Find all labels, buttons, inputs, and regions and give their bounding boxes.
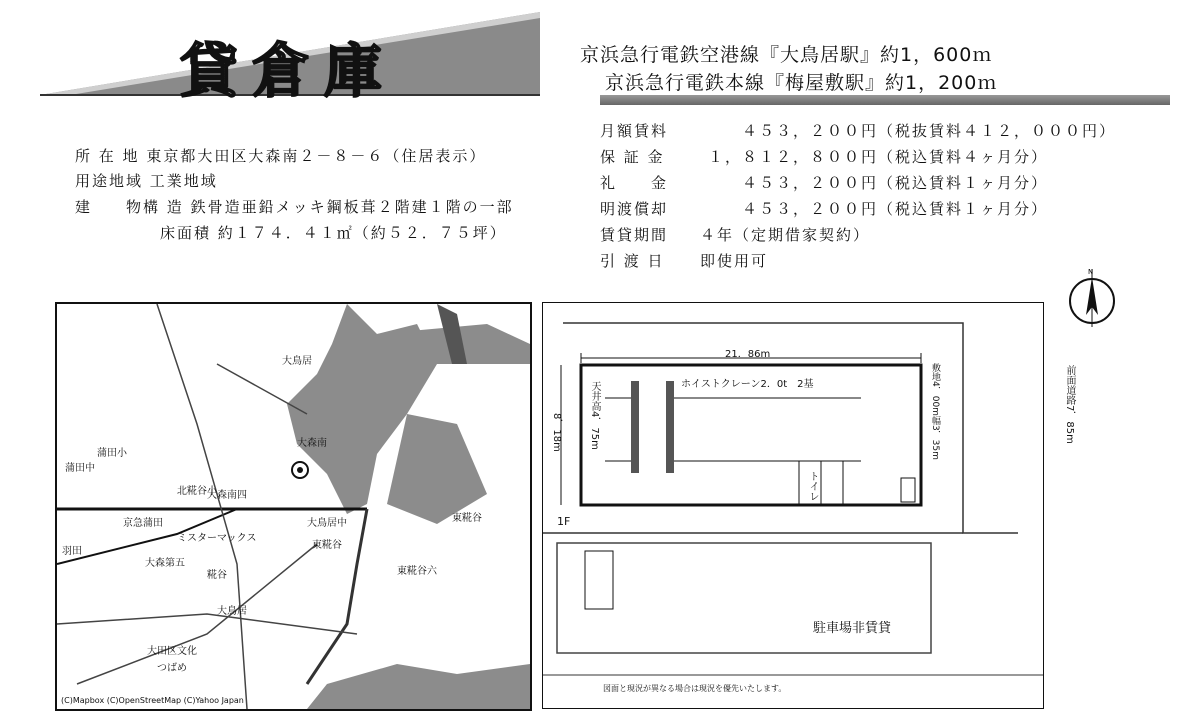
area-row (160, 222, 507, 243)
map-label: 大田区文化 (147, 646, 197, 657)
zoning-row (75, 170, 218, 191)
amortization-label: 明渡償却 (600, 200, 669, 218)
location-label: 所 在 地 (75, 147, 140, 165)
map-label: 蒲田小 (97, 448, 127, 459)
structure-label: 建 物構 造 (75, 198, 184, 216)
page-title: 貸倉庫 (180, 37, 397, 105)
floor-plan-drawing (543, 303, 1043, 708)
plan-note: 図面と現況が異なる場合は現況を優先いたします。 (603, 684, 787, 693)
side-lot-label: 敷地4．00m幅3．35m (930, 363, 940, 460)
map-label: 東糀谷 (312, 540, 342, 551)
map-label: ミスターマックス (177, 533, 257, 544)
map-label: 北糀谷小 (177, 486, 217, 497)
floor-plan (542, 302, 1044, 709)
map-label: 蒲田中 (65, 463, 95, 474)
location-value: 東京都大田区大森南２－８－６（住居表示） (146, 147, 487, 165)
rent-note: （税抜賃料４１２，０００円） (878, 122, 1117, 140)
lease-term-label: 賃貸期間 (600, 226, 669, 244)
area-label: 床面積 (160, 224, 212, 242)
crane-label: ホイストクレーン2．0t 2基 (681, 379, 814, 390)
amortization-row (600, 198, 1048, 219)
lease-term-row (600, 224, 870, 245)
map-label: 大鳥居 (217, 606, 247, 617)
map-label: 大鳥居中 (307, 518, 347, 529)
deposit-value: １，８１２，８００円 (707, 148, 878, 166)
map-label: 大森南四 (207, 490, 247, 501)
parking-label: 駐車場非賃貸 (813, 621, 892, 636)
ceiling-height-label: 天井高4．75m (589, 381, 600, 450)
amortization-note: （税込賃料１ヶ月分） (878, 200, 1049, 218)
map-copyright: (C)Mapbox (C)OpenStreetMap (C)Yahoo Japan (61, 696, 244, 705)
lease-term-value: ４年（定期借家契約） (700, 226, 871, 244)
handover-label: 引 渡 日 (600, 252, 665, 270)
north-label: N (1088, 268, 1094, 276)
map-label: 糀谷 (207, 570, 227, 581)
structure-value: 鉄骨造亜鉛メッキ鋼板葺２階建１階の一部 (190, 198, 514, 216)
amortization-value: ４５３，２００円 (741, 200, 878, 218)
map-label: 大森第五 (145, 558, 185, 569)
key-money-row (600, 172, 1048, 193)
location-map (55, 302, 532, 711)
deposit-label: 保 証 金 (600, 148, 665, 166)
deposit-row (600, 146, 1048, 167)
toilet-label: トイレ (807, 471, 818, 501)
header-rule (600, 95, 1170, 105)
location-row (75, 145, 486, 166)
deposit-note: （税込賃料４ヶ月分） (878, 148, 1049, 166)
key-money-label: 礼 金 (600, 174, 669, 192)
station-line-2: 京浜急行電鉄本線『梅屋敷駅』約1，200ｍ (605, 72, 998, 94)
structure-row (75, 196, 514, 217)
map-label: 大森南 (297, 438, 327, 449)
north-arrow-icon (1062, 265, 1122, 330)
rent-label: 月額賃料 (600, 122, 669, 140)
rent-value: ４５３，２００円 (741, 122, 878, 140)
map-label: 東糀谷六 (397, 566, 437, 577)
width-dimension: 21．86m (725, 349, 771, 360)
map-label: 東糀谷 (452, 513, 482, 524)
map-label: 京急蒲田 (123, 518, 163, 529)
road-width-label: 前面道路7．85m (1064, 365, 1075, 444)
zoning-value: 工業地域 (149, 172, 218, 190)
handover-value: 即使用可 (700, 252, 769, 270)
map-label: つばめ (157, 663, 187, 674)
key-money-value: ４５３，２００円 (741, 174, 878, 192)
area-value: 約１７４．４１㎡（約５２．７５坪） (217, 224, 507, 242)
zoning-label: 用途地域 (75, 172, 144, 190)
rent-row (600, 120, 1116, 141)
handover-row (600, 250, 768, 271)
station-line-1: 京浜急行電鉄空港線『大鳥居駅』約1，600ｍ (580, 44, 993, 66)
map-label: 羽田 (62, 546, 82, 557)
key-money-note: （税込賃料１ヶ月分） (878, 174, 1049, 192)
depth-dimension: 8．18m (551, 413, 562, 452)
map-label: 大鳥居 (282, 356, 312, 367)
floor-label: 1F (557, 515, 571, 528)
